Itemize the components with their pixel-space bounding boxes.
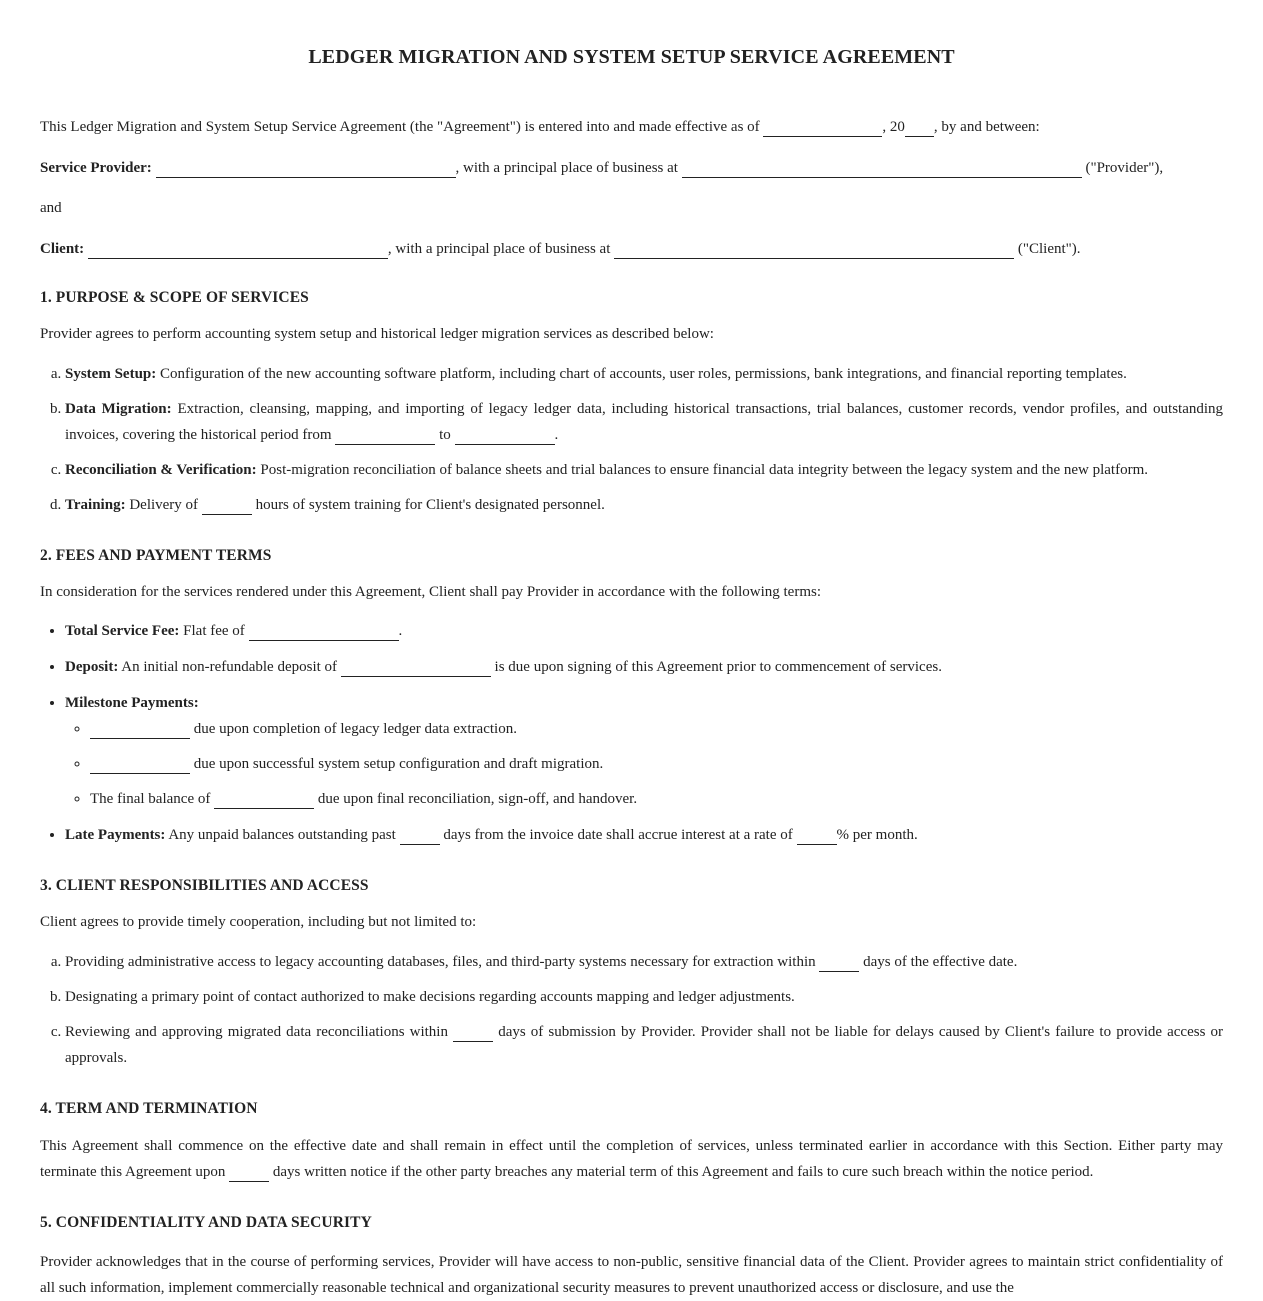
section-3-list — [40, 949, 1223, 1071]
section-5-paragraph: Provider acknowledges that in the course of performing services, Provider will have access to non-public, sensitive financial data of the Client. Provider agrees to maintain strict confidentiality of all such information, implement commercially reasonable technical and organizational security measures to prevent unauthorized access or disclosure, and use the — [40, 1254, 1223, 1296]
period-from-blank[interactable] — [335, 426, 435, 445]
termination-text-end: days written notice if the other party breaches any material term of this Agreement and fails to cure such breach within the notice period. — [272, 1164, 1094, 1180]
scope-item-text: Post-migration reconciliation of balance sheets and trial balances to ensure financial data integrity between the legacy system and the new platform. — [260, 462, 1148, 478]
responsibility-text-end: days of the effective date. — [863, 954, 1018, 970]
deposit-item — [65, 654, 1223, 680]
section-3-heading: 3. CLIENT RESPONSIBILITIES AND ACCESS — [40, 877, 369, 894]
responsibility-text: Designating a primary point of contact authorized to make decisions regarding accounts mapping and ledger adjustments. — [65, 989, 795, 1005]
late-payments-text: Any unpaid balances outstanding past — [168, 827, 396, 843]
responsibility-access — [65, 949, 1223, 975]
client-address-blank[interactable] — [614, 240, 1014, 259]
document-title: LEDGER MIGRATION AND SYSTEM SETUP SERVICE AGREEMENT — [308, 46, 955, 68]
scope-item-label: Data Migration: — [65, 401, 172, 417]
milestone-3 — [90, 786, 1223, 812]
scope-item-label: System Setup: — [65, 366, 157, 382]
payment-terms-list — [40, 618, 1223, 848]
milestone-3-text: The final balance of — [90, 791, 211, 807]
deposit-text: An initial non-refundable deposit of — [121, 659, 338, 675]
section-2-lead: In consideration for the services rendered under this Agreement, Client shall pay Provider in accordance with the following terms: — [40, 584, 822, 600]
milestone-1-text: due upon completion of legacy ledger data extraction. — [193, 721, 517, 737]
deposit-text-end: is due upon signing of this Agreement prior to commencement of services. — [494, 659, 942, 675]
client-name-blank[interactable] — [88, 240, 388, 259]
provider-suffix: ("Provider"), — [1085, 160, 1164, 176]
scope-item-reconciliation — [65, 457, 1223, 483]
period-to-blank[interactable] — [455, 426, 555, 445]
training-hours-blank[interactable] — [202, 496, 252, 515]
milestone-3-text-end: due upon final reconciliation, sign-off, and handover. — [317, 791, 638, 807]
provider-name-blank[interactable] — [156, 159, 456, 178]
notice-days-blank[interactable] — [229, 1163, 269, 1182]
scope-item-text: hours of system training for Client's designated personnel. — [255, 497, 605, 513]
total-fee-punct: . — [398, 623, 403, 639]
effective-date-blank[interactable] — [763, 118, 882, 137]
milestone-list — [65, 716, 1223, 812]
total-fee-blank[interactable] — [249, 622, 399, 641]
late-payments-label: Late Payments: — [65, 827, 166, 843]
period-end-punct: . — [554, 427, 559, 443]
milestone-item — [65, 690, 1223, 812]
section-1-lead: Provider agrees to perform accounting system setup and historical ledger migration services as described below: — [40, 326, 714, 342]
late-payments-item — [65, 822, 1223, 848]
late-payments-text-mid: days from the invoice date shall accrue interest at a rate of — [443, 827, 793, 843]
deposit-label: Deposit: — [65, 659, 119, 675]
milestone-1 — [90, 716, 1223, 742]
access-days-blank[interactable] — [819, 953, 859, 972]
final-balance-blank[interactable] — [214, 790, 314, 809]
approval-days-blank[interactable] — [453, 1023, 493, 1042]
section-3-lead: Client agrees to provide timely cooperation, including but not limited to: — [40, 914, 477, 930]
responsibility-text-end: days of submission by Provider. Provider shall not be liable for delays caused by Client's failure to provide access or approvals. — [65, 1024, 1224, 1066]
intro-year-text: , 20 — [882, 119, 905, 135]
total-fee-label: Total Service Fee: — [65, 623, 180, 639]
section-5-heading: 5. CONFIDENTIALITY AND DATA SECURITY — [40, 1214, 372, 1231]
scope-item-text: Delivery of — [129, 497, 199, 513]
responsibility-text: Reviewing and approving migrated data reconciliations within — [65, 1024, 448, 1040]
scope-item-label: Training: — [65, 497, 126, 513]
scope-item-data-migration — [65, 396, 1223, 448]
provider-address-blank[interactable] — [682, 159, 1082, 178]
scope-item-text: Configuration of the new accounting software platform, including chart of accounts, user roles, permissions, bank integrations, and financial reporting templates. — [160, 366, 1127, 382]
provider-label: Service Provider: — [40, 160, 152, 176]
milestone-2-text: due upon successful system setup configuration and draft migration. — [193, 756, 604, 772]
responsibility-contact — [65, 984, 1223, 1010]
provider-paragraph — [40, 155, 1223, 181]
and-text: and — [40, 200, 62, 216]
client-label: Client: — [40, 241, 85, 257]
total-fee-text: Flat fee of — [183, 623, 245, 639]
client-paragraph — [40, 236, 1223, 262]
milestone-1-amount-blank[interactable] — [90, 720, 190, 739]
milestone-2-amount-blank[interactable] — [90, 755, 190, 774]
late-payments-text-end: % per month. — [836, 827, 918, 843]
client-text: , with a principal place of business at — [387, 241, 611, 257]
period-to-text: to — [439, 427, 451, 443]
scope-item-text: Extraction, cleansing, mapping, and importing of legacy ledger data, including historical transactions, trial balances, customer records, vendor profiles, and outstanding invoices, covering the historical period from — [65, 401, 1224, 443]
section-2-heading: 2. FEES AND PAYMENT TERMS — [40, 547, 272, 564]
effective-year-blank[interactable] — [905, 118, 934, 137]
section-1-heading: 1. PURPOSE & SCOPE OF SERVICES — [40, 289, 309, 306]
intro-paragraph — [40, 114, 1223, 140]
scope-item-system-setup — [65, 361, 1223, 387]
section-4-paragraph — [40, 1133, 1223, 1185]
interest-rate-blank[interactable] — [797, 826, 837, 845]
milestone-label: Milestone Payments: — [65, 695, 199, 711]
responsibility-approval — [65, 1019, 1223, 1071]
responsibility-text: Providing administrative access to legacy accounting databases, files, and third-party systems necessary for extraction within — [65, 954, 816, 970]
scope-item-label: Reconciliation & Verification: — [65, 462, 257, 478]
deposit-amount-blank[interactable] — [341, 658, 491, 677]
intro-text: This Ledger Migration and System Setup Service Agreement (the "Agreement") is entered into and made effective as of — [40, 119, 760, 135]
section-4-heading: 4. TERM AND TERMINATION — [40, 1100, 258, 1117]
milestone-2 — [90, 751, 1223, 777]
intro-end-text: , by and between: — [933, 119, 1040, 135]
scope-item-training — [65, 492, 1223, 518]
section-1-list — [40, 361, 1223, 518]
total-fee-item — [65, 618, 1223, 644]
client-suffix: ("Client"). — [1017, 241, 1081, 257]
late-days-blank[interactable] — [400, 826, 440, 845]
termination-text: This Agreement shall commence on the effective date and shall remain in effect until the completion of services, unless terminated earlier in accordance with this Section. Either party may terminate this Agreement upon — [40, 1138, 1223, 1180]
provider-text: , with a principal place of business at — [455, 160, 678, 176]
